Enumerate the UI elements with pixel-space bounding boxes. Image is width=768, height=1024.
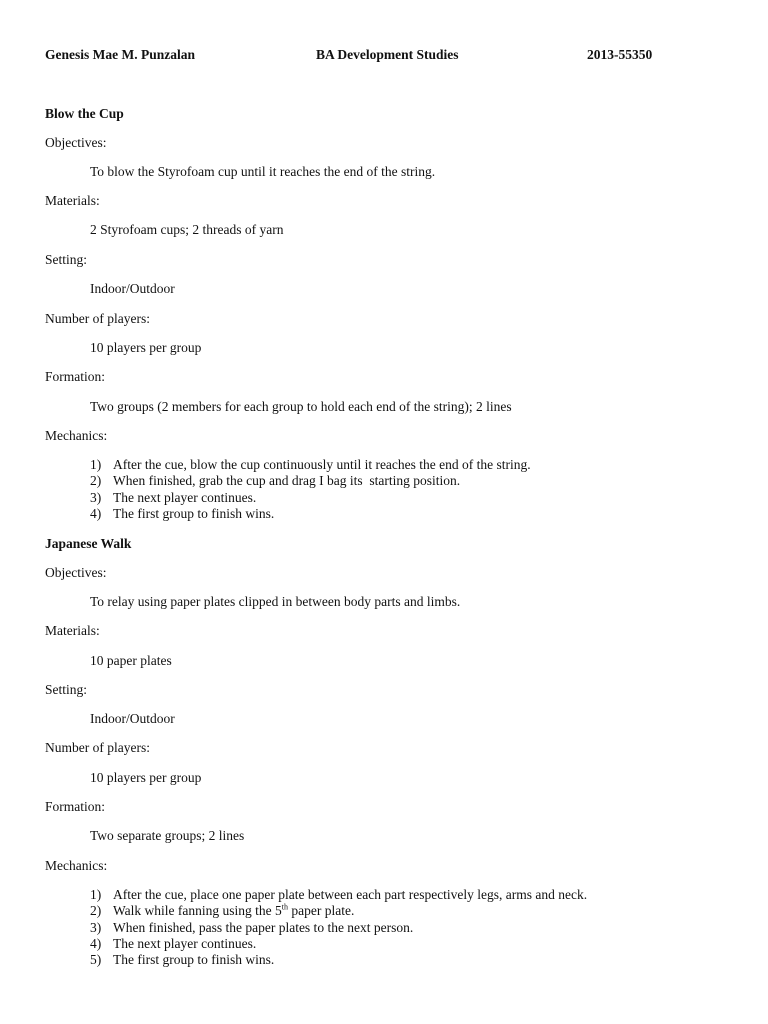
list-item: 3) When finished, pass the paper plates to the next person. xyxy=(90,920,414,935)
game1-setting-label: Setting: xyxy=(45,252,88,267)
game2-materials-label: Materials: xyxy=(45,623,100,638)
list-item: 2) Walk while fanning using the 5th paper plate. xyxy=(90,902,355,918)
list-item: 5) The first group to finish wins. xyxy=(90,952,275,967)
game2-formation-label: Formation: xyxy=(45,799,105,814)
game2-mechanics-label: Mechanics: xyxy=(45,858,108,873)
game2-objectives: To relay using paper plates clipped in between body parts and limbs. xyxy=(90,594,461,609)
game1-formation-label: Formation: xyxy=(45,369,105,384)
game2-title: Japanese Walk xyxy=(45,536,132,551)
game2-objectives-label: Objectives: xyxy=(45,565,107,580)
game2-formation: Two separate groups; 2 lines xyxy=(90,828,245,843)
game2-players: 10 players per group xyxy=(90,770,202,785)
game1-players-label: Number of players: xyxy=(45,311,150,326)
list-item: 3) The next player continues. xyxy=(90,490,257,505)
list-item: 4) The first group to finish wins. xyxy=(90,506,275,521)
header-name: Genesis Mae M. Punzalan xyxy=(45,47,195,62)
game1-objectives: To blow the Styrofoam cup until it reaches the end of the string. xyxy=(90,164,436,179)
game2-players-label: Number of players: xyxy=(45,740,150,755)
game2-materials: 10 paper plates xyxy=(90,653,172,668)
list-item: 4) The next player continues. xyxy=(90,936,257,951)
game2-setting-label: Setting: xyxy=(45,682,88,697)
game1-formation: Two groups (2 members for each group to hold each end of the string); 2 lines xyxy=(90,399,512,414)
header-program: BA Development Studies xyxy=(316,47,459,62)
header-student-id: 2013-55350 xyxy=(587,47,653,62)
game1-setting: Indoor/Outdoor xyxy=(90,281,175,296)
game1-players: 10 players per group xyxy=(90,340,202,355)
game1-materials: 2 Styrofoam cups; 2 threads of yarn xyxy=(90,222,284,237)
game1-objectives-label: Objectives: xyxy=(45,135,107,150)
list-item: 2) When finished, grab the cup and drag I bag its starting position. xyxy=(90,473,461,488)
game2-setting: Indoor/Outdoor xyxy=(90,711,175,726)
list-item: 1) After the cue, place one paper plate between each part respectively legs, arms and neck. xyxy=(90,887,588,902)
game1-title: Blow the Cup xyxy=(45,106,124,121)
game1-mechanics-label: Mechanics: xyxy=(45,428,108,443)
game1-materials-label: Materials: xyxy=(45,193,100,208)
list-item: 1) After the cue, blow the cup continuously until it reaches the end of the string. xyxy=(90,457,531,472)
